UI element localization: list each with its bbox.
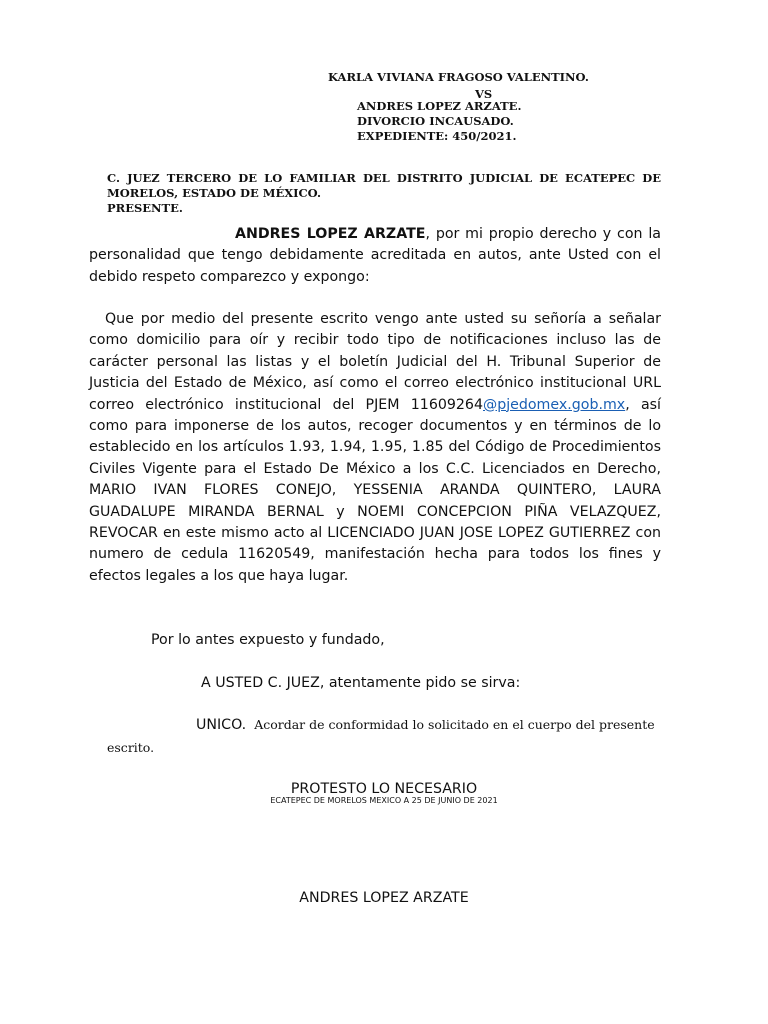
protesto-line: PROTESTO LO NECESARIO bbox=[290, 781, 478, 797]
intro-text: , por mi propio derecho y con la personalidad que tengo debidamente acreditada en autos, ante Usted con el debido respeto comparezco y expongo: bbox=[89, 226, 662, 285]
body-part1: Que por medio del presente escrito vengo ante usted su señoría a señalar como domicilio para oír y recibir todo tipo de notificaciones incluso las de carácter personal las listas y el boletín Judicial del H. Tribunal Superior de Justicia del Estado de México, así como el correo electrónico institucional URL correo electrónico institucional del PJEM 11609264 bbox=[89, 311, 661, 413]
email-link[interactable]: @pjedomex.gob.mx bbox=[483, 396, 626, 413]
place-date-line: ECATEPEC DE MORELOS MEXICO A 25 DE JUNIO DE 2021 bbox=[270, 796, 498, 805]
header-plaintiff: KARLA VIVIANA FRAGOSO VALENTINO. bbox=[328, 70, 589, 84]
intro-name: ANDRES LOPEZ ARZATE bbox=[235, 226, 426, 242]
header-case-number: EXPEDIENTE: 450/2021. bbox=[357, 129, 517, 143]
addressee-line3: PRESENTE. bbox=[107, 201, 183, 215]
unico-request bbox=[196, 716, 655, 734]
expuesto-line: Por lo antes expuesto y fundado, bbox=[151, 632, 385, 648]
body-part2: , así como para imponerse de los autos, recoger documentos y en términos de lo establecido en los artículos 1.93, 1.94, 1.95, 1.85 del Código de Procedimientos Civiles Vigente para el Estado De México a los C.C. Licenciados en Derecho, MARIO IVAN FLORES CONEJO, YESSENIA ARANDA QUINTERO, LAURA GUADALUPE MIRANDA BERNAL y NOEMI CONCEPCION PIÑA VELAZQUEZ, REVOCAR en este mismo acto al LICENCIADO JUAN JOSE LOPEZ GUTIERREZ con numero de cedula 11620549, manifestación hecha para todos los fines y efectos legales a los que haya lugar. bbox=[89, 396, 661, 584]
pido-line: A USTED C. JUEZ, atentamente pido se sirva: bbox=[201, 675, 521, 691]
body-paragraph bbox=[89, 309, 661, 587]
intro-paragraph bbox=[89, 224, 661, 288]
unico-text-cont: escrito. bbox=[107, 740, 155, 755]
addressee-line2: MORELOS, ESTADO DE MÉXICO. bbox=[107, 186, 322, 200]
header-vs: VS bbox=[475, 87, 493, 101]
unico-text: Acordar de conformidad lo solicitado en el cuerpo del presente bbox=[254, 717, 655, 732]
signature-name: ANDRES LOPEZ ARZATE bbox=[299, 890, 469, 906]
unico-label: UNICO. bbox=[196, 717, 247, 733]
header-case-type: DIVORCIO INCAUSADO. bbox=[357, 114, 514, 128]
addressee-line1: C. JUEZ TERCERO DE LO FAMILIAR DEL DISTRITO JUDICIAL DE ECATEPEC DE bbox=[107, 171, 661, 185]
header-defendant: ANDRES LOPEZ ARZATE. bbox=[357, 99, 522, 113]
